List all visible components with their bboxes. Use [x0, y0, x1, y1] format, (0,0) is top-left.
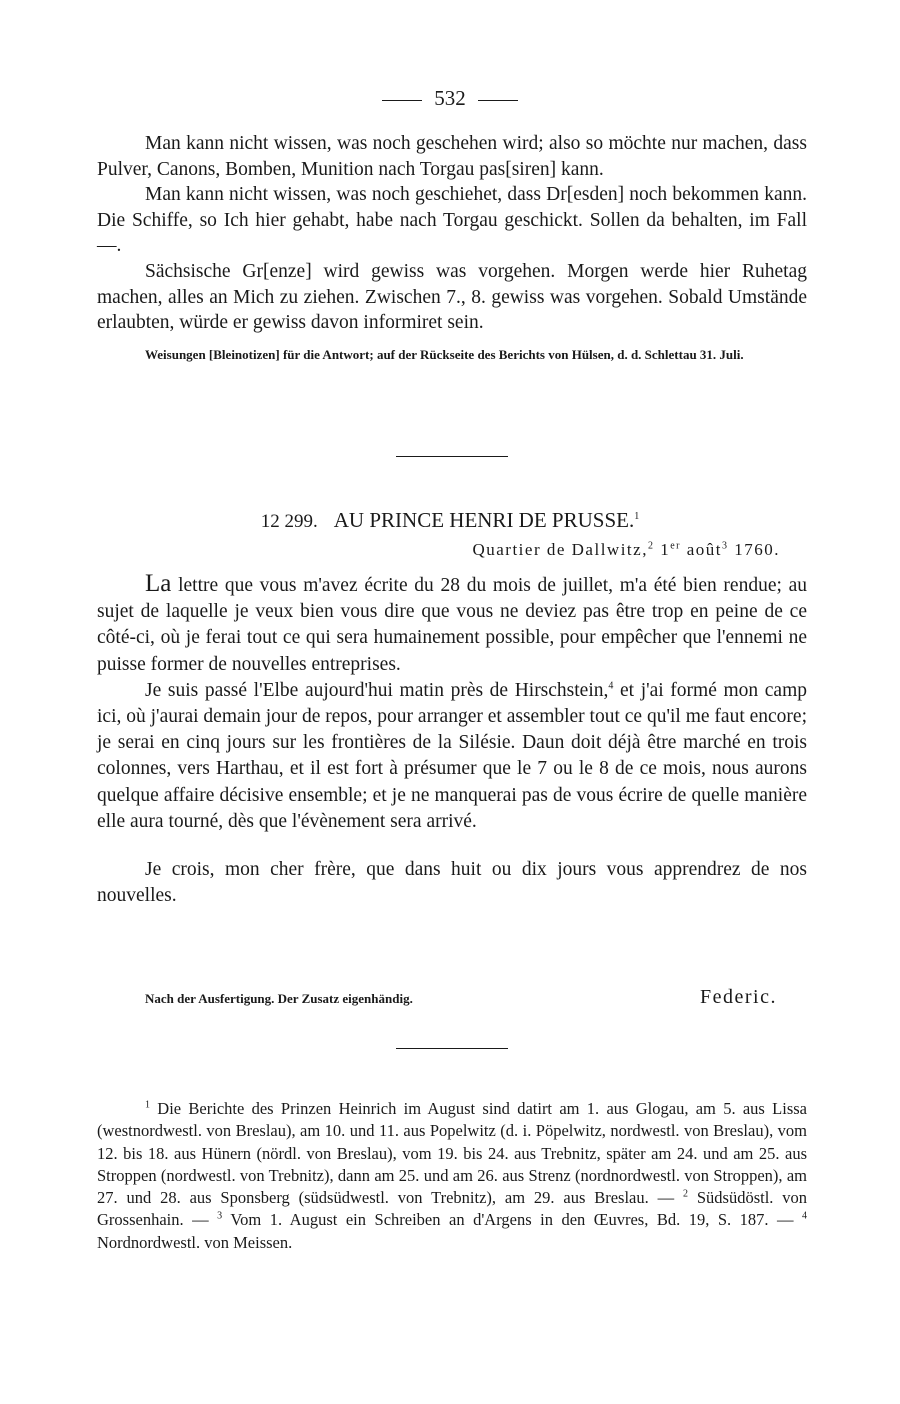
section-divider-top: [396, 456, 508, 457]
letter-number: 12 299.: [260, 511, 318, 532]
footnote-4-text: Nordnordwestl. von Meissen.: [97, 1232, 293, 1252]
letter-paragraph-2-text-a: Je suis passé l'Elbe aujourd'hui matin près de Hirschstein,: [145, 679, 609, 701]
letter-paragraph-1: [97, 571, 807, 678]
instruction-source-note: Weisungen [Bleinotizen] für die Antwort; auf der Rückseite des Berichts von Hülsen, d. d. Schlettau 31. Juli.: [145, 346, 744, 362]
footnote-ref-2: 2: [647, 540, 655, 552]
letter-heading: [0, 507, 900, 535]
header-dash-right: [478, 100, 518, 101]
letter-source-note: Nach der Ausfertigung. Der Zusatz eigenhändig.: [145, 991, 413, 1006]
footnote-1-text: Die Berichte des Prinzen Heinrich im August sind datirt am 1. aus Glogau, am 5. aus Lissa (westnordwestl. von Breslau), am 10. und 11. aus Popelwitz (d. i. Pöpelwitz, nordwestl. von Breslau), vom 12. bis 18. aus Hünern (nördl. von Breslau), vom 19. bis 24. aus Trebnitz, später am 24. und am 25. aus Stroppen (nordwestl. von Trebnitz), dann am 25. und am 26. aus Strenz (nordnordwestl. von Stroppen), am 27. und 28. aus Sponsberg (südsüdwestl. von Trebnitz), am 29. aus Breslau. —: [97, 1099, 807, 1208]
letter-body: [97, 571, 807, 909]
instruction-paragraph-2: Man kann nicht wissen, was noch geschiehet, dass Dr[esden] noch bekommen kann. Die Schiffe, so Ich hier gehabt, habe nach Torgau geschickt. Sollen da behalten, im Fall —.: [97, 184, 807, 257]
page-header: [0, 84, 900, 112]
letter-dateline: [472, 540, 780, 560]
footnote-1-mark: 1: [145, 1099, 150, 1111]
footnote-3-mark: 3: [217, 1210, 223, 1222]
page-number: 532: [434, 86, 466, 110]
footnote-4-mark: 4: [802, 1210, 808, 1222]
footnote-ref-3: 3: [722, 540, 729, 552]
dateline-year: 1760.: [734, 540, 780, 559]
letter-paragraph-1-text: lettre que vous m'avez écrite du 28 du mois de juillet, m'a été bien rendue; au sujet de laquelle je veux bien vous dire que vous ne deviez pas être trop en peine de ce côté-ci, où je ferai tout ce qui sera humainement possible, pour empêcher que l'ennemi ne puisse former de nouvelles entreprises.: [97, 575, 807, 675]
footnote-ref-1: 1: [634, 511, 640, 522]
footnote-2-mark: 2: [682, 1188, 688, 1200]
footnote-ref-4: 4: [608, 680, 614, 692]
letter-signature: Federic.: [700, 986, 777, 1008]
footnotes: [97, 1098, 807, 1254]
letter-paragraph-2: [97, 678, 807, 835]
header-dash-left: [382, 100, 422, 101]
dateline-month: août: [686, 540, 722, 559]
letter-paragraph-2-text-b: et j'ai formé mon camp ici, où j'aurai demain jour de repos, pour arranger et assembler tout ce qu'il me faut encore; je serai en cinq jours sur les frontières de la Silésie. Daun doit déjà être marché en trois colonnes, vers Harthau, et il est fort à présumer que le 7 ou le 8 de ce mois, nous aurons quelque affaire décisive ensemble; et je ne manquerai pas de vous écrire de quelle manière elle aura tourné, dès que l'évènement sera arrivé.: [97, 679, 807, 832]
instruction-paragraph-3: Sächsische Gr[enze] wird gewiss was vorgehen. Morgen werde hier Ruhetag machen, alles an Mich zu ziehen. Zwischen 7., 8. gewiss was vorgehen. Sobald Umstände erlaubten, würde er gewiss davon informiret sein.: [97, 260, 807, 334]
letter-postscript: Je crois, mon cher frère, que dans huit ou dix jours vous apprendrez de nos nouvelles.: [97, 859, 807, 907]
section-instructions: [97, 131, 807, 363]
dateline-day-suffix: er: [670, 540, 681, 552]
section-divider-bottom: [396, 1048, 508, 1049]
letter-closing: [97, 986, 807, 1012]
dateline-day: 1: [660, 540, 671, 559]
instruction-paragraph-1: Man kann nicht wissen, was noch geschehen wird; also so möchte nur machen, dass Pulver, Canons, Bomben, Munition nach Torgau pas[siren] kann.: [97, 133, 807, 180]
letter-title: AU PRINCE HENRI DE PRUSSE.: [333, 508, 635, 532]
footnote-2-text: Südsüdöstl. von Grossenhain. —: [97, 1188, 808, 1230]
dateline-place: Quartier de Dallwitz,: [472, 540, 648, 559]
letter-dropcap: La: [145, 570, 172, 597]
footnote-3-text: Vom 1. August ein Schreiben an d'Argens in den Œuvres, Bd. 19, S. 187. —: [222, 1210, 794, 1230]
